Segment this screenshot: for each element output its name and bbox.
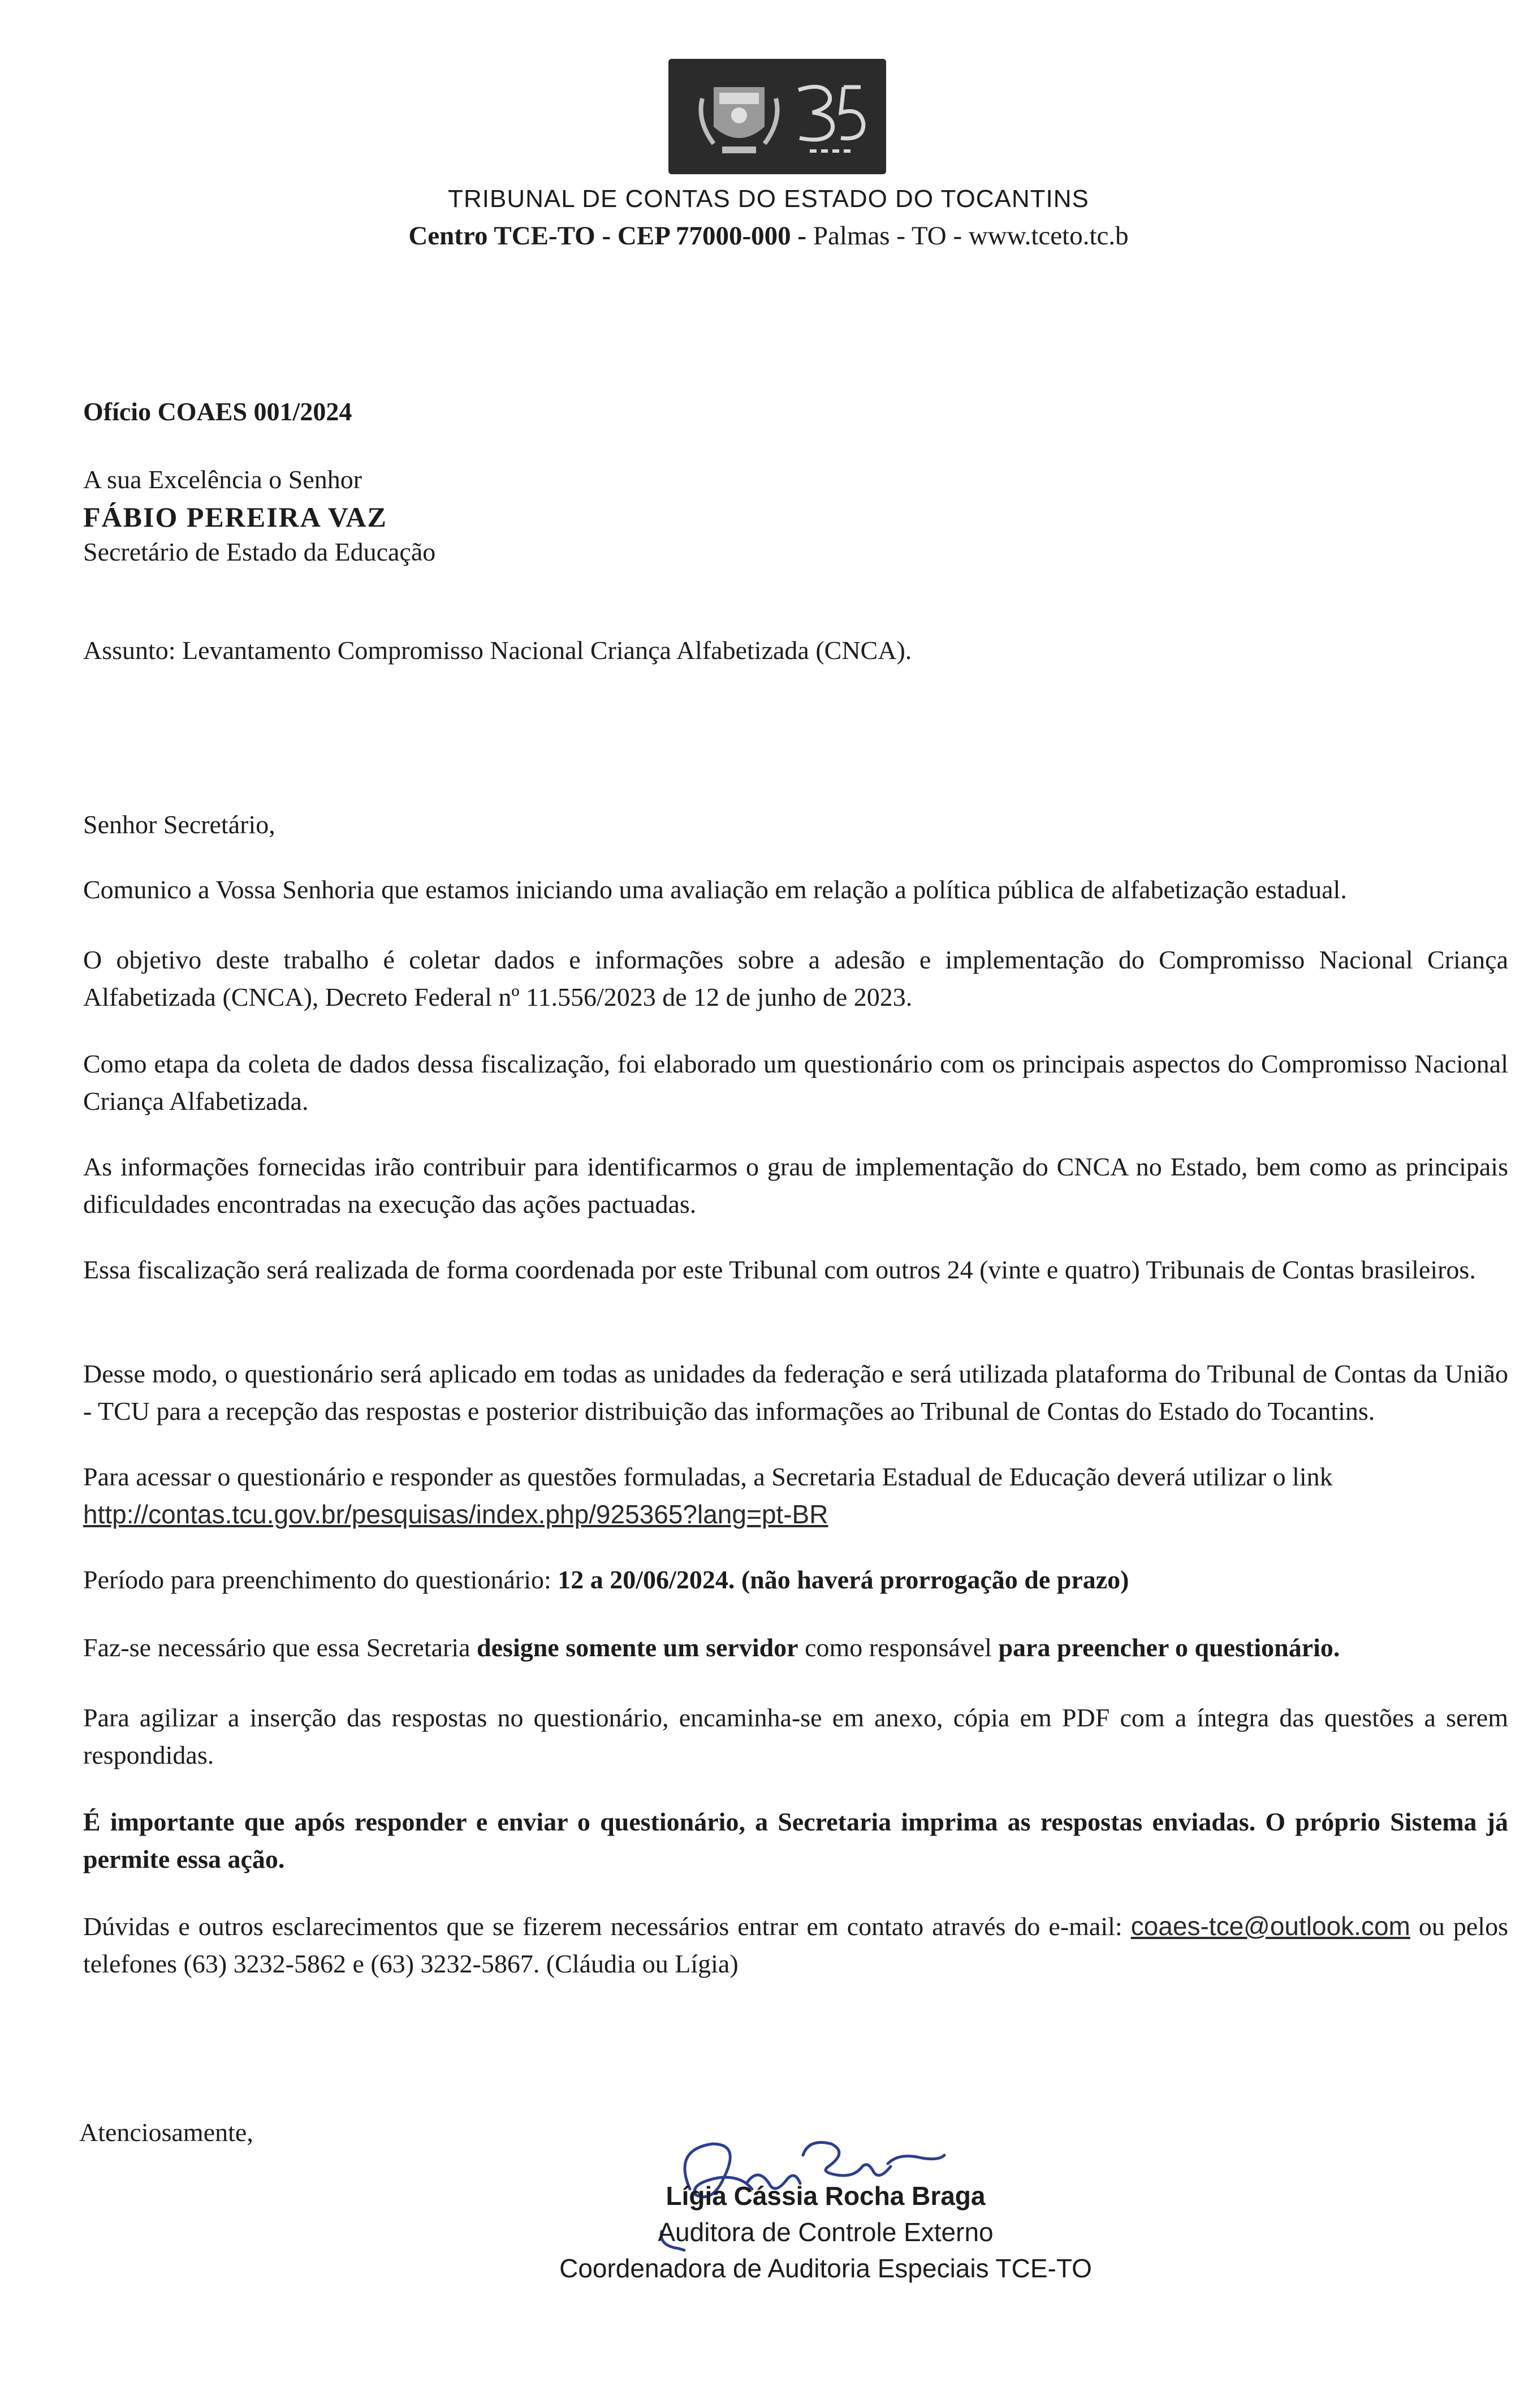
paragraph-10: Para agilizar a inserção das respostas no questionário, encaminha-se em anexo, cópia em PDF com a íntegra das questões a serem respondidas. — [83, 1703, 1508, 1769]
paragraph-12-b: ou pelos telefones (63) 3232-5862 e (63) 3232-5867. (Cláudia ou Lígia) — [83, 1912, 1508, 1978]
paragraph-9-d: para preencher o questionário. — [998, 1633, 1340, 1662]
paragraph-7-text: Para acessar o questionário e responder as questões formuladas, a Secretaria Estadual de Educação deverá utilizar o link — [83, 1462, 1333, 1491]
header-address-rest: Palmas - TO - www.tceto.tc.b — [813, 221, 1129, 251]
paragraph-11: É importante que após responder e enviar o questionário, a Secretaria imprima as respostas enviadas. O próprio Sistema já permite essa ação. — [83, 1807, 1508, 1873]
letter-subject: Assunto: Levantamento Compromisso Nacional Criança Alfabetizada (CNCA). — [83, 636, 912, 665]
header-address — [0, 219, 1537, 252]
paragraph-8-text: Período para preenchimento do questionário: — [83, 1565, 558, 1594]
signatory-role: Auditora de Controle Externo — [658, 2217, 994, 2247]
recipient-title: Secretário de Estado da Educação — [83, 537, 436, 566]
paragraph-4: As informações fornecidas irão contribuir para identificarmos o grau de implementação do CNCA no Estado, bem como as principais dificuldades encontradas na execução das ações pactuadas. — [83, 1152, 1508, 1218]
recipient-line: A sua Excelência o Senhor — [83, 465, 362, 494]
paragraph-9-a: Faz-se necessário que essa Secretaria — [83, 1633, 477, 1662]
recipient-name: FÁBIO PEREIRA VAZ — [83, 501, 387, 533]
coat-of-arms-icon — [668, 59, 886, 174]
paragraph-6: Desse modo, o questionário será aplicado em todas as unidades da federação e será utilizada plataforma do Tribunal de Contas da União - TCU para a recepção das respostas e posterior distribuição das informações ao Tribunal de Contas do Estado do Tocantins. — [83, 1359, 1508, 1425]
questionnaire-link[interactable]: http://contas.tcu.gov.br/pesquisas/index.php/925365?lang=pt-BR — [83, 1500, 828, 1529]
paragraph-12 — [83, 1907, 1508, 1983]
paragraph-5: Essa fiscalização será realizada de forma coordenada por este Tribunal com outros 24 (vinte e quatro) Tribunais de Contas brasileiros. — [83, 1255, 1476, 1284]
contact-email-link[interactable]: coaes-tce@outlook.com — [1130, 1911, 1410, 1941]
paragraph-8 — [83, 1561, 1508, 1599]
paragraph-9-b: designe somente um servidor — [477, 1633, 798, 1662]
tce-logo — [668, 59, 886, 174]
signatory-name: Lígia Cássia Rocha Braga — [666, 2181, 986, 2211]
paragraph-9 — [83, 1629, 1508, 1666]
header-address-bold: Centro TCE-TO - CEP 77000-000 - — [408, 221, 813, 251]
salutation: Senhor Secretário, — [83, 810, 275, 839]
paragraph-12-a: Dúvidas e outros esclarecimentos que se fizerem necessários entrar em contato através do e-mail: — [83, 1912, 1131, 1941]
paragraph-1: Comunico a Vossa Senhoria que estamos iniciando uma avaliação em relação a política pública de alfabetização estadual. — [83, 875, 1347, 904]
closing: Atenciosamente, — [79, 2118, 253, 2147]
paragraph-7 — [83, 1458, 1508, 1533]
paragraph-3: Como etapa da coleta de dados dessa fiscalização, foi elaborado um questionário com os principais aspectos do Compromisso Nacional Criança Alfabetizada. — [83, 1049, 1508, 1115]
letter-reference: Ofício COAES 001/2024 — [83, 397, 352, 426]
signature-block — [498, 2178, 1154, 2286]
header-organization: TRIBUNAL DE CONTAS DO ESTADO DO TOCANTINS — [448, 185, 1089, 213]
paragraph-2: O objetivo deste trabalho é coletar dados e informações sobre a adesão e implementação do Compromisso Nacional Criança Alfabetizada (CNCA), Decreto Federal nº 11.556/2023 de 12 de junho de 2023. — [83, 945, 1508, 1011]
deadline-text: 12 a 20/06/2024. (não haverá prorrogação de prazo) — [558, 1565, 1129, 1594]
signatory-department: Coordenadora de Auditoria Especiais TCE-TO — [559, 2254, 1092, 2283]
paragraph-9-c: como responsável — [798, 1633, 999, 1662]
